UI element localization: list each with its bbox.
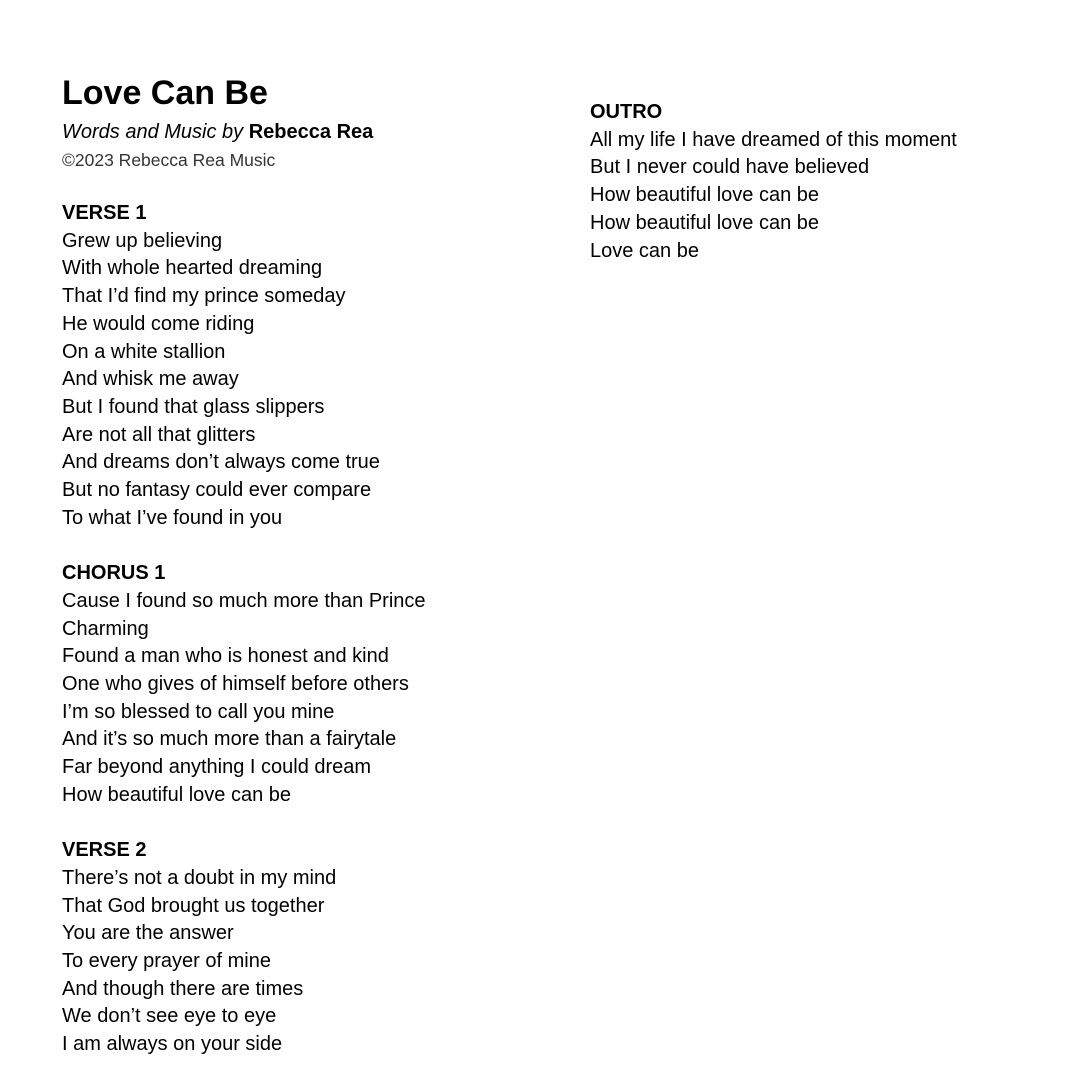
byline-prefix: Words and Music by: [62, 121, 244, 143]
author-name: Rebecca Rea: [248, 121, 374, 143]
lyric-line: He would come riding: [62, 312, 255, 335]
lyric-line: And whisk me away: [62, 368, 239, 391]
lyric-line: That I’d find my prince someday: [62, 285, 346, 308]
lyric-line: But no fantasy could ever compare: [62, 479, 372, 502]
lyric-line: With whole hearted dreaming: [62, 257, 323, 280]
lyric-line: Love can be: [590, 239, 699, 262]
lyric-line: We don’t see eye to eye: [62, 1005, 277, 1028]
lyrics-section-verse-2: [62, 837, 462, 1059]
lyric-line: Found a man who is honest and kind: [62, 645, 389, 668]
lyric-line: I am always on your side: [62, 1033, 283, 1056]
lyric-line: Far beyond anything I could dream: [62, 756, 372, 779]
lyric-line: And though there are times: [62, 977, 304, 1000]
lyrics-section-chorus-1: [62, 560, 462, 809]
lyric-line: You are the answer: [62, 922, 234, 945]
lyric-line: And dreams don’t always come true: [62, 451, 380, 474]
song-title: Love Can Be: [62, 74, 268, 112]
section-heading: CHORUS 1: [62, 562, 166, 585]
lyrics-left-column: [62, 200, 462, 1086]
lyric-line: But I found that glass slippers: [62, 395, 325, 418]
lyric-line: There’s not a doubt in my mind: [62, 866, 337, 889]
lyric-line: To what I’ve found in you: [62, 506, 283, 529]
section-heading: VERSE 1: [62, 202, 147, 224]
lyric-line: Are not all that glitters: [62, 423, 256, 446]
lyric-line: But I never could have believed: [590, 156, 870, 179]
lyric-line: That God brought us together: [62, 894, 325, 917]
byline: [62, 119, 373, 146]
section-heading: VERSE 2: [62, 839, 147, 862]
lyric-line: All my life I have dreamed of this moment: [590, 128, 957, 151]
lyric-line: One who gives of himself before others: [62, 672, 409, 695]
lyric-line: And it’s so much more than a fairytale: [62, 728, 397, 751]
lyric-line: To every prayer of mine: [62, 949, 271, 972]
lyric-line: Cause I found so much more than Prince Charming: [62, 589, 426, 640]
lyric-line: How beautiful love can be: [590, 211, 820, 234]
lyrics-right-column: [590, 99, 1030, 293]
lyric-line: I’m so blessed to call you mine: [62, 700, 335, 723]
section-heading: OUTRO: [590, 101, 663, 123]
lyrics-section-verse-1: [62, 200, 462, 532]
lyric-line: On a white stallion: [62, 340, 226, 363]
copyright-notice: ©2023 Rebecca Rea Music: [62, 150, 276, 170]
lyrics-section-outro: [590, 99, 1030, 265]
lyric-line: Grew up believing: [62, 229, 223, 252]
lyric-line: How beautiful love can be: [62, 783, 292, 806]
lyric-line: How beautiful love can be: [590, 184, 820, 207]
